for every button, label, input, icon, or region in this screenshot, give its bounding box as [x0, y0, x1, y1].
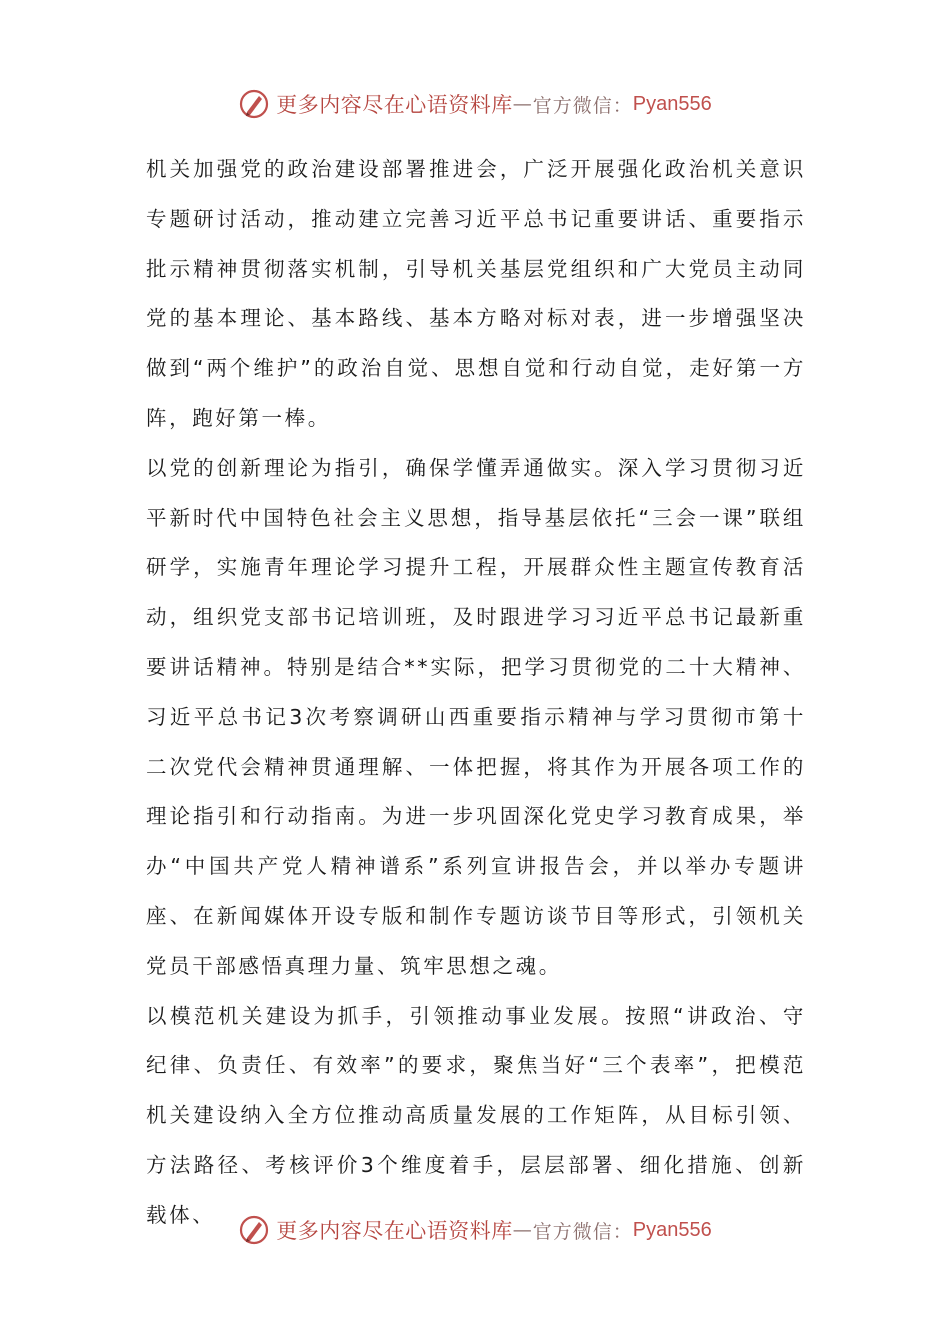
paragraph-1: 机关加强党的政治建设部署推进会，广泛开展强化政治机关意识专题研讨活动，推动建立完善习近平总书记重要讲话、重要指示批示精神贯彻落实机制，引导机关基层党组织和广大党员主动同党的基本理论、基本路线、基本方略对标对表，进一步增强坚决做到“两个维护”的政治自觉、思想自觉和行动自觉，走好第一方阵，跑好第一棒。 — [146, 157, 806, 430]
banner-dash: — — [512, 93, 533, 115]
banner-official-label: 官方微信： — [532, 1220, 633, 1243]
banner-brand-text: 更多内容尽在心语资料库 — [276, 1219, 513, 1243]
banner-wechat-id: Pyan556 — [632, 1218, 712, 1241]
footer-banner — [0, 1210, 950, 1250]
banner-official-label: 官方微信： — [532, 94, 633, 117]
banner-brand-text: 更多内容尽在心语资料库 — [276, 93, 513, 117]
pen-logo-icon — [238, 1214, 270, 1246]
document-body — [146, 145, 806, 1241]
paragraph-3: 以模范机关建设为抓手，引领推动事业发展。按照“讲政治、守纪律、负责任、有效率”的要求，聚焦当好“三个表率”，把模范机关建设纳入全方位推动高质量发展的工作矩阵，从目标引领、方法路径、考核评价3个维度着手，层层部署、细化措施、创新载体、 — [146, 1003, 806, 1227]
banner-wechat-id: Pyan556 — [632, 92, 712, 115]
header-banner — [0, 84, 950, 124]
pen-logo-icon — [238, 88, 270, 120]
banner-dash: — — [512, 1219, 533, 1241]
paragraph-2: 以党的创新理论为指引，确保学懂弄通做实。深入学习贯彻习近平新时代中国特色社会主义思想，指导基层依托“三会一课”联组研学，实施青年理论学习提升工程，开展群众性主题宣传教育活动，组织党支部书记培训班，及时跟进学习习近平总书记最新重要讲话精神。特别是结合**实际，把学习贯彻党的二十大精神、习近平总书记3次考察调研山西重要指示精神与学习贯彻市第十二次党代会精神贯通理解、一体把握，将其作为开展各项工作的理论指引和行动指南。为进一步巩固深化党史学习教育成果，举办“中国共产党人精神谱系”系列宣讲报告会，并以举办专题讲座、在新闻媒体开设专版和制作专题访谈节目等形式，引领机关党员干部感悟真理力量、筑牢思想之魂。 — [146, 455, 806, 978]
